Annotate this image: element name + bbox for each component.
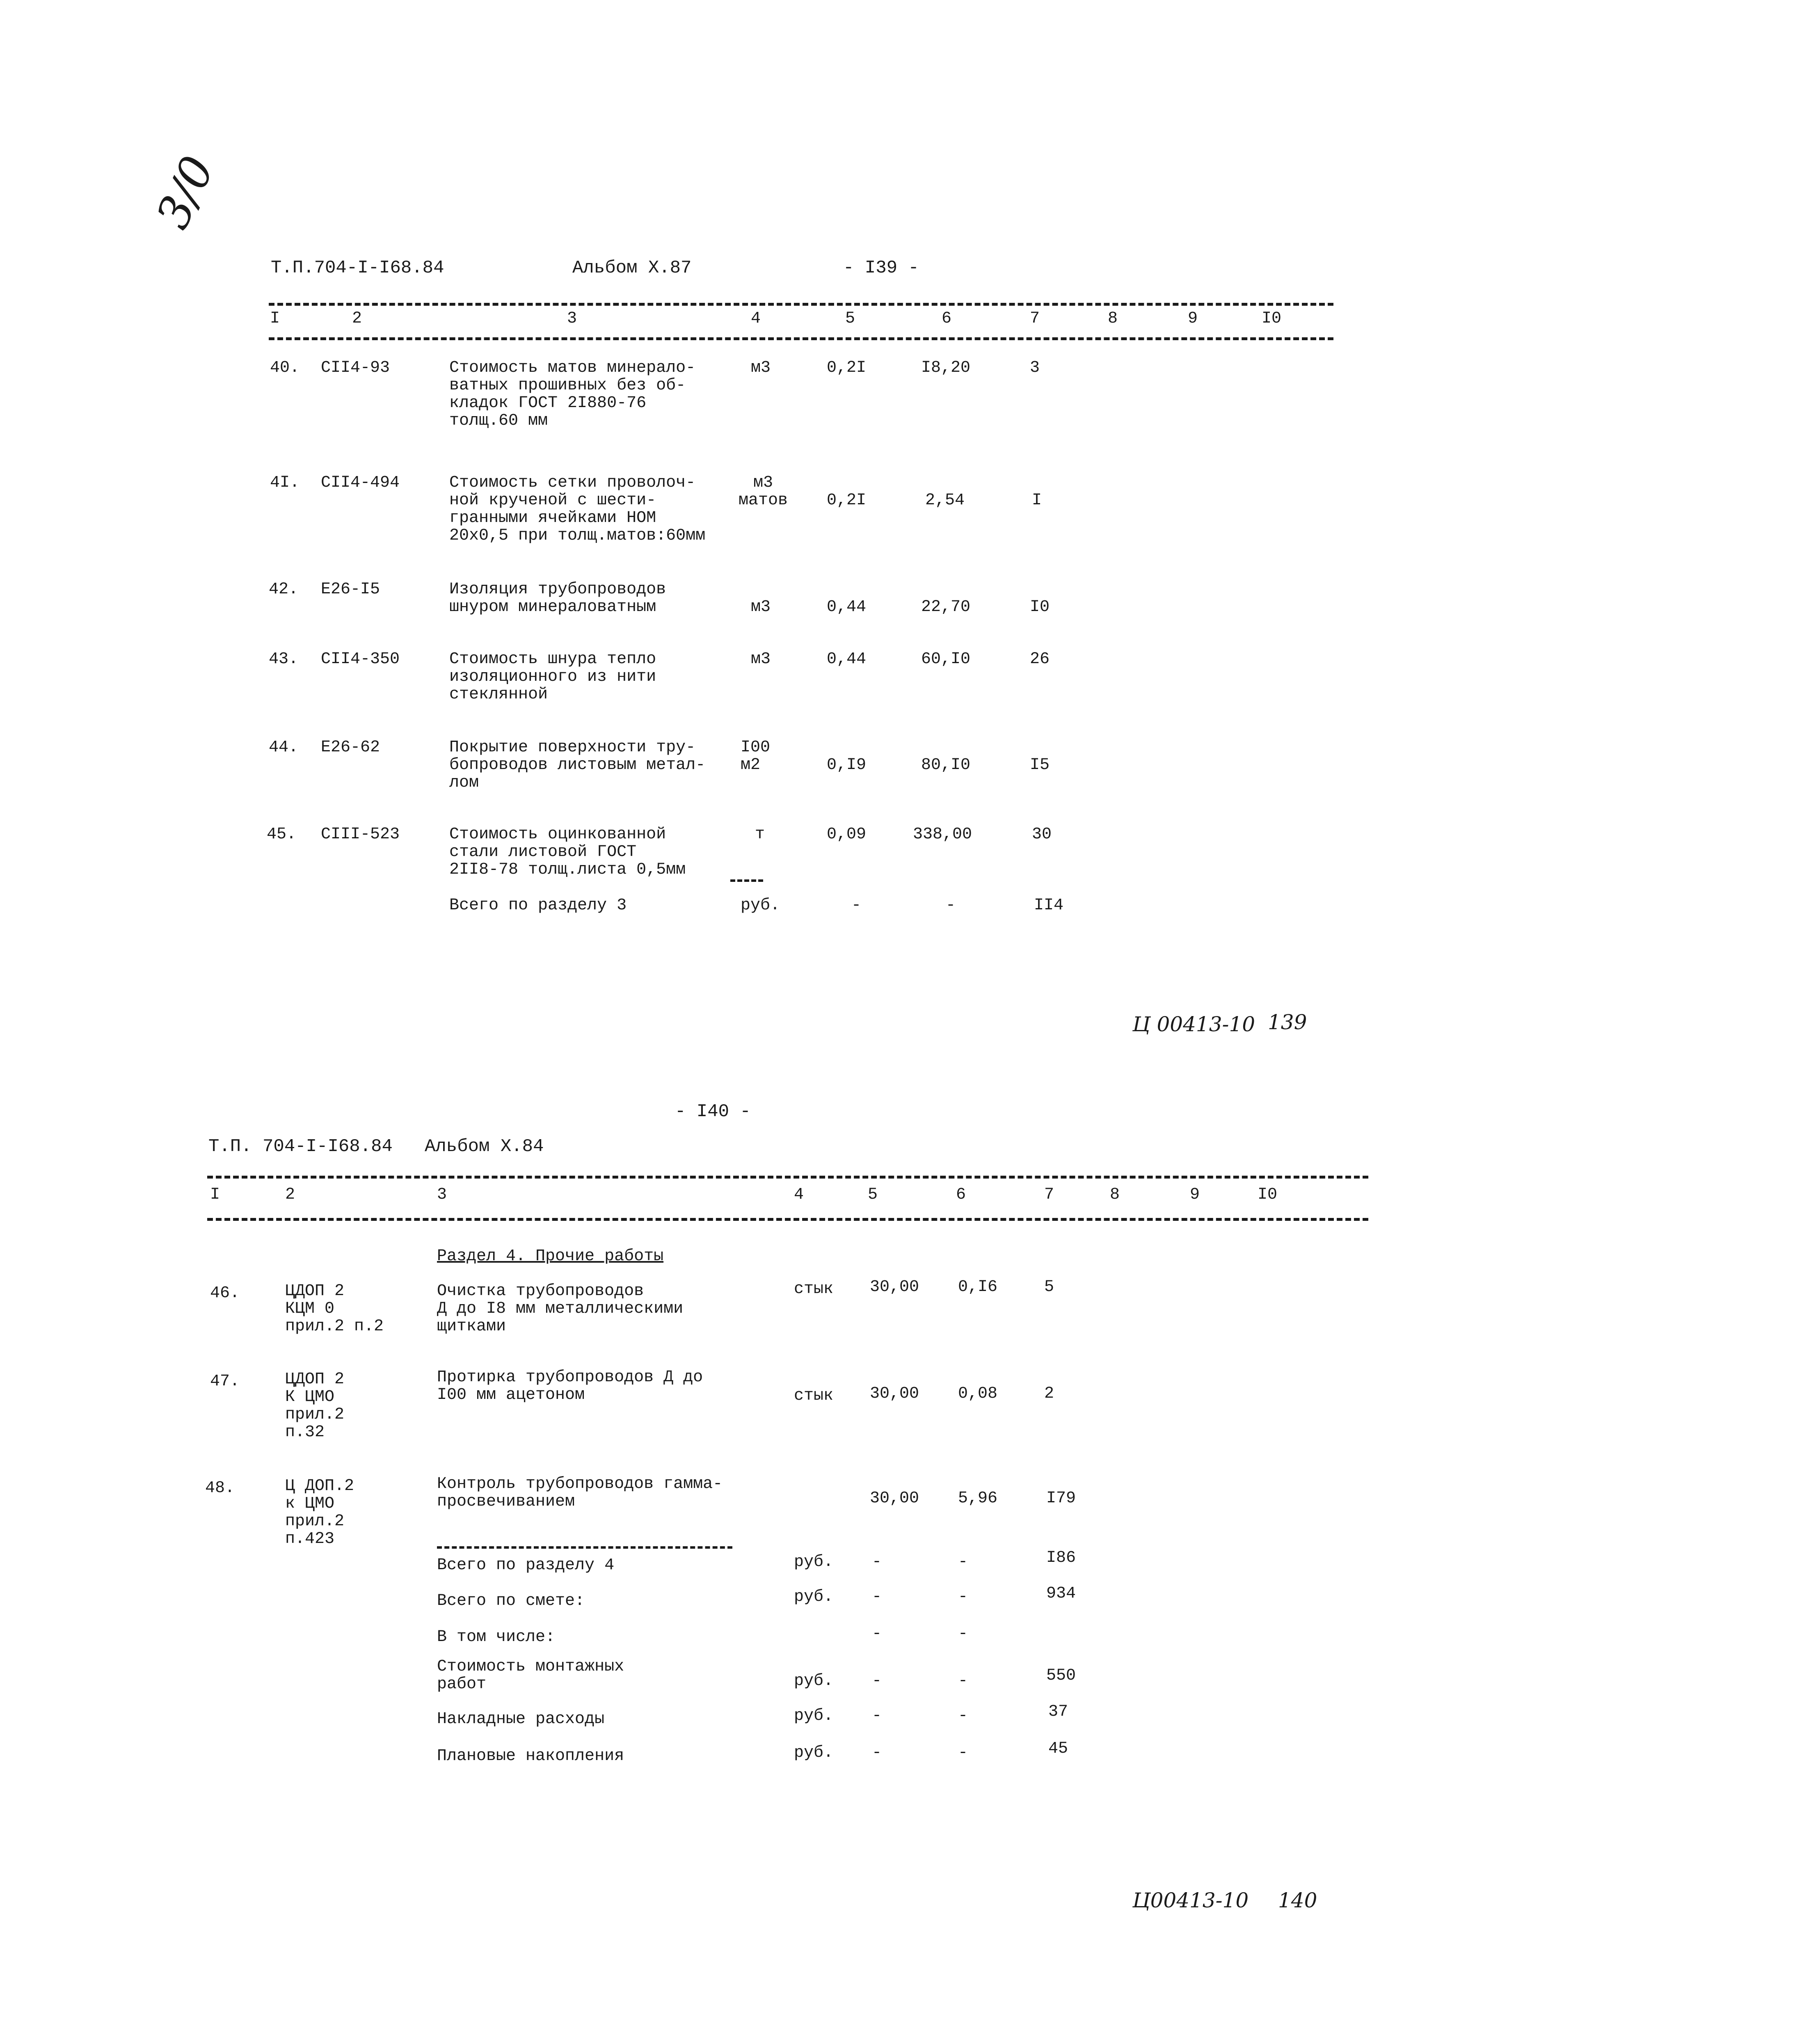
archive-stamp: Ц 00413-10 <box>1132 1012 1255 1036</box>
row-unit: м3 <box>751 359 771 377</box>
page-number: - I40 - <box>675 1101 751 1122</box>
summary-total: 550 <box>1046 1666 1076 1685</box>
row-number: 40. <box>270 359 300 377</box>
row-code: CII4-93 <box>321 359 390 377</box>
row-number: 42. <box>269 580 299 599</box>
column-number: 9 <box>1188 309 1198 328</box>
subtotal-total: II4 <box>1034 896 1064 915</box>
row-description: Стоимость оцинкованной стали листовой ГОСТ 2II8-78 толщ.листа 0,5мм <box>449 825 686 879</box>
row-quantity: 0,2I <box>827 491 867 510</box>
row-number: 47. <box>210 1372 240 1391</box>
summary-label: Всего по смете: <box>437 1592 585 1610</box>
row-price: 5,96 <box>958 1489 998 1508</box>
row-number: 44. <box>269 738 299 757</box>
summary-quantity: - <box>872 1672 882 1690</box>
archive-stamp-page: 139 <box>1268 1010 1307 1034</box>
row-price: I8,20 <box>921 359 971 377</box>
row-price: 2,54 <box>925 491 965 510</box>
column-number: I0 <box>1262 309 1282 328</box>
summary-quantity: - <box>872 1588 882 1606</box>
summary-label: В том числе: <box>437 1628 556 1646</box>
column-number: 9 <box>1190 1186 1200 1204</box>
row-quantity: 0,09 <box>827 825 867 844</box>
row-quantity: 30,00 <box>870 1489 919 1508</box>
summary-price: - <box>958 1744 968 1762</box>
row-total: 2 <box>1044 1385 1054 1403</box>
row-quantity: 30,00 <box>870 1385 919 1403</box>
summary-label: Накладные расходы <box>437 1710 605 1728</box>
table-header-rule <box>207 1218 1368 1221</box>
column-number: I0 <box>1258 1186 1278 1204</box>
row-price: 0,08 <box>958 1385 998 1403</box>
subtotal-rule <box>730 879 763 882</box>
row-total: I79 <box>1046 1489 1076 1508</box>
archive-stamp-page: 140 <box>1278 1888 1317 1912</box>
row-description: Стоимость матов минерало- ватных прошивных без об- кладок ГОСТ 2I880-76 толщ.60 мм <box>449 359 696 430</box>
row-total: 26 <box>1030 650 1050 668</box>
row-unit: I00 м2 <box>741 738 771 774</box>
subtotal-label: Всего по разделу 3 <box>449 896 627 915</box>
summary-price: - <box>958 1672 968 1690</box>
row-code: CII4-494 <box>321 474 400 492</box>
row-unit: м3 <box>751 650 771 668</box>
column-number: I <box>270 309 280 328</box>
project-code: Т.П. 704-I-I68.84 <box>208 1136 393 1157</box>
summary-price: - <box>958 1553 968 1571</box>
row-quantity: 0,44 <box>827 650 867 668</box>
summary-unit: руб. <box>794 1707 834 1725</box>
archive-stamp: Ц00413-10 <box>1132 1888 1249 1912</box>
summary-unit: руб. <box>794 1672 834 1690</box>
row-number: 4I. <box>270 474 300 492</box>
column-number: 3 <box>567 309 577 328</box>
row-number: 43. <box>269 650 299 668</box>
row-price: 60,I0 <box>921 650 971 668</box>
summary-unit: руб. <box>794 1744 834 1762</box>
subtotal-unit: руб. <box>741 896 780 915</box>
column-number: 3 <box>437 1186 447 1204</box>
column-number: 2 <box>285 1186 295 1204</box>
row-number: 45. <box>267 825 297 844</box>
column-number: I <box>210 1186 220 1204</box>
summary-total: 37 <box>1048 1703 1068 1721</box>
row-unit: т <box>755 825 765 844</box>
row-price: 80,I0 <box>921 756 971 774</box>
summary-price: - <box>958 1588 968 1606</box>
column-number: 5 <box>868 1186 878 1204</box>
summary-unit: руб. <box>794 1553 834 1571</box>
row-code: Ц ДОП.2 к ЦМО прил.2 п.423 <box>285 1477 354 1548</box>
row-price: 0,I6 <box>958 1278 998 1296</box>
row-description: Очистка трубопроводов Д до I8 мм металлическими щитками <box>437 1282 684 1336</box>
table-top-rule <box>207 1176 1368 1179</box>
row-code: ЦДОП 2 К ЦМО прил.2 п.32 <box>285 1370 345 1442</box>
subtotal-price: - <box>946 896 956 915</box>
row-total: I5 <box>1030 756 1050 774</box>
summary-label: Плановые накопления <box>437 1747 624 1765</box>
summary-price: - <box>958 1625 968 1643</box>
album-label: Альбом Х.84 <box>425 1136 544 1157</box>
row-code: Е26-62 <box>321 738 380 757</box>
row-description: Стоимость шнура тепло изоляционного из нити стеклянной <box>449 650 656 704</box>
row-quantity: 0,I9 <box>827 756 867 774</box>
row-quantity: 30,00 <box>870 1278 919 1296</box>
subtotal-quantity: - <box>851 896 862 915</box>
corner-mark: 3/0 <box>146 148 224 236</box>
row-code: Е26-I5 <box>321 580 380 599</box>
summary-label: Всего по разделу 4 <box>437 1556 615 1575</box>
section-title: Раздел 4. Прочие работы <box>437 1247 664 1266</box>
row-total: 5 <box>1044 1278 1054 1296</box>
row-code: ЦДОП 2 КЦМ 0 прил.2 п.2 <box>285 1282 384 1336</box>
summary-quantity: - <box>872 1744 882 1762</box>
row-number: 48. <box>205 1479 235 1497</box>
album-label: Альбом Х.87 <box>572 258 692 278</box>
summary-quantity: - <box>872 1707 882 1725</box>
row-description: Протирка трубопроводов Д до I00 мм ацетоном <box>437 1368 703 1404</box>
summary-total: 45 <box>1048 1740 1068 1758</box>
row-quantity: 0,44 <box>827 598 867 616</box>
row-description: Контроль трубопроводов гамма- просвечиванием <box>437 1475 723 1511</box>
row-total: I0 <box>1030 598 1050 616</box>
table-header-rule <box>269 337 1333 340</box>
row-unit: стык <box>794 1280 834 1298</box>
row-code: CIII-523 <box>321 825 400 844</box>
column-number: 4 <box>794 1186 804 1204</box>
column-number: 2 <box>352 309 362 328</box>
row-description: Покрытие поверхности тру- бопроводов листовым метал- лом <box>449 738 706 792</box>
row-total: 3 <box>1030 359 1040 377</box>
table-top-rule <box>269 303 1333 306</box>
row-total: I <box>1032 491 1042 510</box>
row-total: 30 <box>1032 825 1052 844</box>
page-number: - I39 - <box>843 258 919 278</box>
row-quantity: 0,2I <box>827 359 867 377</box>
row-description: Стоимость сетки проволоч- ной крученой с шести- гранными ячейками НОМ 20х0,5 при толщ.матов:60мм <box>449 474 706 545</box>
summary-rule <box>437 1546 732 1549</box>
summary-label: Стоимость монтажных работ <box>437 1657 624 1694</box>
row-price: 22,70 <box>921 598 971 616</box>
row-number: 46. <box>210 1284 240 1302</box>
row-price: 338,00 <box>913 825 972 844</box>
column-number: 7 <box>1044 1186 1054 1204</box>
summary-total: I86 <box>1046 1549 1076 1567</box>
column-number: 6 <box>956 1186 966 1204</box>
column-number: 5 <box>845 309 855 328</box>
column-number: 7 <box>1030 309 1040 328</box>
row-unit: м3 матов <box>739 474 788 510</box>
summary-price: - <box>958 1707 968 1725</box>
summary-quantity: - <box>872 1625 882 1643</box>
row-description: Изоляция трубопроводов шнуром минераловатным <box>449 580 666 616</box>
column-number: 8 <box>1108 309 1118 328</box>
row-code: CII4-350 <box>321 650 400 668</box>
summary-total: 934 <box>1046 1584 1076 1603</box>
column-number: 8 <box>1110 1186 1120 1204</box>
column-number: 4 <box>751 309 761 328</box>
project-code: Т.П.704-I-I68.84 <box>271 258 444 278</box>
row-unit: м3 <box>751 598 771 616</box>
column-number: 6 <box>942 309 952 328</box>
summary-unit: руб. <box>794 1588 834 1606</box>
summary-quantity: - <box>872 1553 882 1571</box>
row-unit: стык <box>794 1387 834 1405</box>
